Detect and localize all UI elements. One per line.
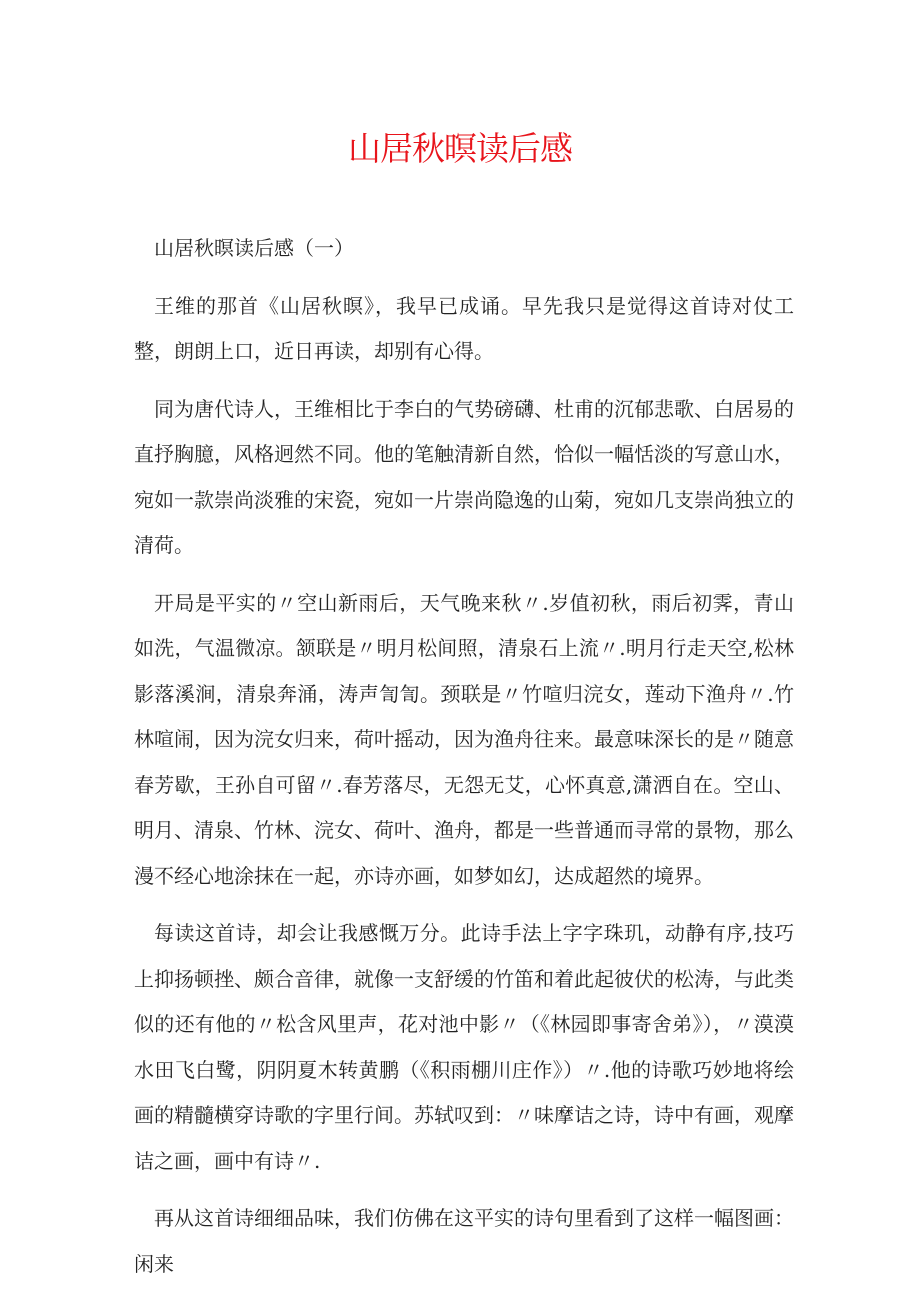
paragraph-4: 每读这首诗，却会让我感慨万分。此诗手法上字字珠玑，动静有序,技巧上抑扬顿挫、颇合音律，就像一支舒缓的竹笛和着此起彼伏的松涛，与此类似的还有他的〃松含风里声，花对池中影〃（《林园即事寄舍弟》），〃漠漠水田飞白鹭，阴阴夏木转黄鹏（《积雨棚川庄作》）〃.他的诗歌巧妙地将绘画的精髓横穿诗歌的字里行间。苏轼叹到：〃味摩诘之诗，诗中有画，观摩诘之画，画中有诗〃. bbox=[134, 921, 794, 1173]
paragraph-2: 同为唐代诗人，王维相比于李白的气势磅礴、杜甫的沉郁悲歌、白居易的直抒胸臆，风格迥然不同。他的笔触清新自然，恰似一幅恬淡的写意山水，宛如一款崇尚淡雅的宋瓷，宛如一片崇尚隐逸的山菊，宛如几支崇尚独立的清荷。 bbox=[134, 396, 794, 557]
paragraph-5: 再从这首诗细细品味，我们仿佛在这平实的诗句里看到了这样一幅图画：闲来 bbox=[134, 1206, 794, 1276]
document-body bbox=[134, 226, 794, 1287]
paragraph-1: 王维的那首《山居秋暝》，我早已成诵。早先我只是觉得这首诗对仗工整，朗朗上口，近日再读，却别有心得。 bbox=[134, 293, 794, 363]
paragraph-3: 开局是平实的〃空山新雨后，天气晚来秋〃.岁值初秋，雨后初霁，青山如洗，气温微凉。颔联是〃明月松间照，清泉石上流〃.明月行走天空,松林影落溪涧，清泉奔涌，涛声訇訇。颈联是〃竹喧归浣女，莲动下渔舟〃.竹林喧闹，因为浣女归来，荷叶摇动，因为渔舟往来。最意味深长的是〃随意春芳歇，王孙自可留〃.春芳落尽，无怨无艾，心怀真意,潇洒自在。空山、明月、清泉、竹林、浣女、荷叶、渔舟，都是一些普通而寻常的景物，那么漫不经心地涂抹在一起，亦诗亦画，如梦如幻，达成超然的境界。 bbox=[134, 590, 794, 888]
paragraph-subtitle: 山居秋暝读后感（一） bbox=[154, 236, 354, 260]
document-title: 山居秋暝读后感 bbox=[348, 129, 572, 168]
